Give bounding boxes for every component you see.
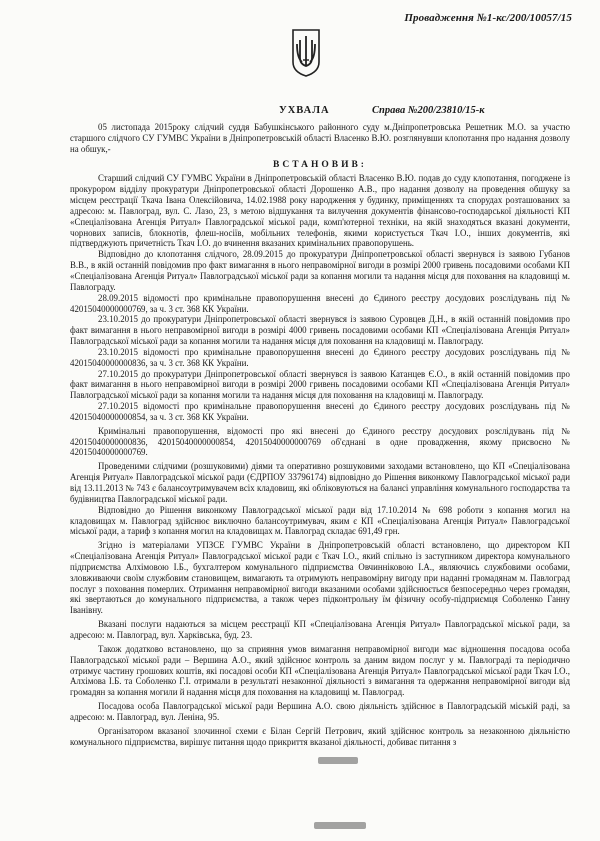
section-heading: ВСТАНОВИВ:	[273, 159, 367, 170]
paragraph-8: Кримінальні правопорушення, відомості про які внесені до Єдиного реєстру досудових розслідувань під № 42015040000000836, 42015040000000854, 42015040000000769 об'єднані в одне провадження, якому присвоєно № 42015040000000769.	[70, 425, 570, 458]
document-title: УХВАЛА	[279, 105, 330, 116]
paragraph-13: Також додатково встановлено, що за сприяння умов вимагання неправомірної вигоди має відношення посадова особа Павлоградської міської ради – Вершина А.О., який здійснює контроль за даним видом послуг у м. Павлограді та періодично отримує частину грошових коштів, які посадові особи КП «Спеціалізована Агенція Ритуал» Павлоградської міської ради Ткач І.О., Алхімова І.Б. та Соболенко Г.І. отримали в результаті незаконної діяльності з вимагання та одержання неправомірної вигоди від громадян за копання могили й надання місця для поховання на кладовищі м. Павлоград.	[70, 643, 570, 698]
paragraph-7: 27.10.2015 відомості про кримінальне правопорушення внесені до Єдиного реєстру досудових розслідувань під № 42015040000000854, за ч. 3 ст. 368 КК України.	[70, 401, 570, 422]
document-body	[70, 122, 570, 747]
paragraph-12: Вказані послуги надаються за місцем реєстрації КП «Спеціалізована Агенція Ритуал» Павлоградської міської ради, за адресою: м. Павлоград, вул. Харківська, буд. 23.	[70, 619, 570, 640]
title-row	[0, 105, 600, 119]
paragraph-1: Старший слідчий СУ ГУМВС України в Дніпропетровській області Власенко В.Ю. подав до суду клопотання, погоджене із прокурором відділу прокуратури Дніпропетровської області Дорошенко А.В., про надання дозволу на проведення обшуку за місцем реєстрації Ткача Івана Олексійовича, 14.02.1988 року народження у будинку, приміщеннях та спорудах розташованих за адресою: м. Павлоград, вул. С. Лазо, 23, з метою відшукання та вилучення документів фінансово-господарської діяльності КП «Спеціалізована Агенція Ритуал» Павлоградської міської ради, комп'ютерної техніки, на якій знаходяться вказані документи, чорнових записів, блокнотів, флеш-носіїв, мобільних телефонів, якими користується Ткач І.О., інших документів, які підтверджують причетність Ткач І.О. до вчинення вказаних кримінальних правопорушень.	[70, 173, 570, 249]
case-number: Справа №200/23810/15-к	[372, 105, 485, 116]
paragraph-10: Відповідно до Рішення виконкому Павлоградської міської ради від 17.10.2014 № 698 роботи з копання могил на кладовищах м. Павлоград здійснює виключно балансоутримувач, яким є КП «Спеціалізована Агенція Ритуал» Павлоградської міської ради, а тариф з копання могил на кладовищах м. Павлоград складає 691,49 грн.	[70, 504, 570, 537]
paragraph-11: Згідно із матеріалами УПЗСЕ ГУМВС України в Дніпропетровській області встановлено, що директором КП «Спеціалізована Агенція Ритуал» Павлоградської міської ради є Ткач І.О., який спільно із заступником директора комунального підприємства Алхімовою І.Б., бухгалтером комунального підприємства Овчинніковою І.А., являючись службовими особами, зловживаючи своїм службовим становищем, вимагають та отримують неправомірну вигоду при наданні громадянам м. Павлоград послуг з поховання померлих. Отримання неправомірної вигоди вказаними особами здійснюється безпосередньо через громадян, які звертаються до комунального підприємства, а також через підконтрольну їм фізичну особу-підприємця Соболенко Ганну Іванівну.	[70, 540, 570, 616]
trident-coat-of-arms-icon	[290, 28, 322, 78]
paragraph-5: 23.10.2015 відомості про кримінальне правопорушення внесені до Єдиного реєстру досудових розслідувань під № 42015040000000836, за ч. 3 ст. 368 КК України.	[70, 346, 570, 368]
paragraph-14: Посадова особа Павлоградської міської ради Вершина А.О. свою діяльність здійснює в Павлоградській міській раді, за адресою: м. Павлоград, вул. Леніна, 95.	[70, 701, 570, 722]
proceeding-reference: Провадження №1-кс/200/10057/15	[404, 12, 572, 24]
paragraph-3: 28.09.2015 відомості про кримінальне правопорушення внесені до Єдиного реєстру досудових розслідувань під № 42015040000000769, за ч. 3 ст. 368 КК України.	[70, 292, 570, 314]
paragraph-4: 23.10.2015 до прокуратури Дніпропетровської області звернувся із заявою Суровцев Д.Н., в якій останній повідомив про факт вимагання в нього неправомірної вигоди в розмірі 4000 гривень посадовими особами КП «Спеціалізована Агенція Ритуал» Павлоградської міської ради за копання могили та надання місця для поховання на кладовищі м. Павлограду.	[70, 314, 570, 347]
paragraph-9: Проведеними слідчими (розшуковими) діями та оперативно розшуковими заходами встановлено, що КП «Спеціалізована Агенція Ритуал» Павлоградської міської ради (ЄДРПОУ 33796174) відповідно до Рішення виконкому Павлоградської міської ради від 13.11.2013 № 743 є балансоутримувачем всіх кладовищ, які обліковуються на балансі управління комунального господарства та будівництва Павлоградської міської ради.	[70, 461, 570, 504]
redaction-mark	[318, 757, 358, 764]
redaction-mark	[314, 822, 366, 829]
paragraph-15: Організатором вказаної злочинної схеми є Білан Сергій Петрович, який здійснює контроль за незаконною діяльністю комунального підприємства, вирішує питання щодо прикриття вказаної діяльності, добиває питання з	[70, 725, 570, 747]
intro-paragraph: 05 листопада 2015року слідчий суддя Бабушкінського районного суду м.Дніпропетровська Решетник М.О. за участю старшого слідчого СУ ГУМВС України в Дніпропетровській області Власенко В.Ю. розглянувши клопотання про надання дозволу на обшук,-	[70, 122, 570, 154]
paragraph-2: Відповідно до клопотання слідчого, 28.09.2015 до прокуратури Дніпропетровської області звернувся із заявою Губанов В.В., в якій останній повідомив про факт вимагання в нього неправомірної вигоди в розмірі 2000 гривень посадовими особами КП «Спеціалізована Агенція Ритуал» Павлоградської міської ради за копання могили та надання місця для поховання на кладовищі м. Павлограду.	[70, 249, 570, 292]
paragraph-6: 27.10.2015 до прокуратури Дніпропетровської області звернувся із заявою Катанцев Є.О., в якій останній повідомив про факт вимагання в нього неправомірної вигоди в розмірі 2000 гривень посадовими особами КП «Спеціалізована Агенція Ритуал» Павлоградської міської ради за копання могили та надання місця для поховання на кладовищі м. Павлограду.	[70, 368, 570, 401]
